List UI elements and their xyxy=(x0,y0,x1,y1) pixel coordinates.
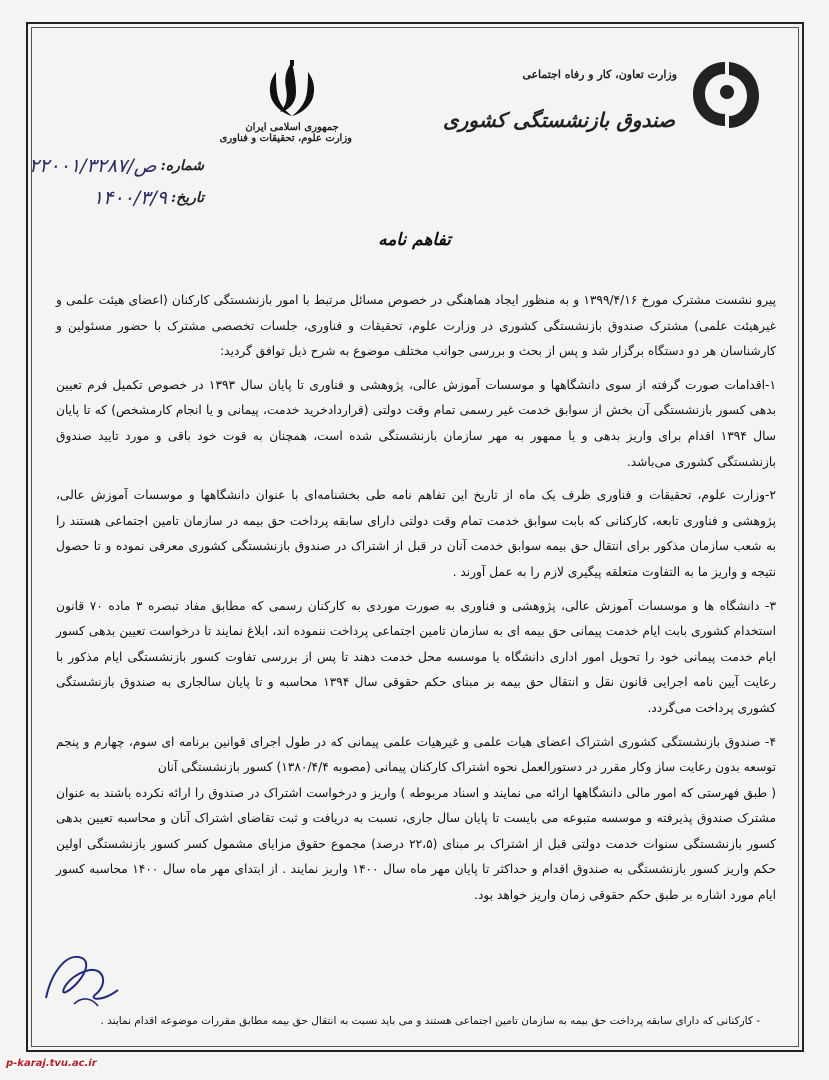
date-value: ۱۴۰۰/۳/۹ xyxy=(92,187,167,209)
clause-4-continued: ( طبق فهرستی که امور مالی دانشگاهها ارائه می نمایند و اسناد مربوطه ) واریز و درخواست اشتراک در صندوق را ارائه نکرده باشند به عنوان مشترک صندوق پذیرفته و موسسه متبوعه می بایست تا پایان سال جاری، نسبت به دریافت و ثبت تقاضای اشتراک آنان و محاسبه تعیین بدهی کسور بازنشستگی سنوات خدمت دولتی قبل از اشتراک بر مبنای (۲۲،۵ درصد) مجموع حقوق مزایای مشمول کسر کسور بازنشستگی اولین حکم واریز کسور بازنشستگی به صندوق اقدام و حداکثر تا پایان مهر ماه سال ۱۴۰۰ واریز نمایند . از ابتدای مهر ماه سال ۱۴۰۰ محاسبه کسور ایام مورد اشاره بر طبق حکم حقوقی زمان واریز خواهد بود. xyxy=(56,785,776,903)
ministry-of-science-logo xyxy=(219,58,352,168)
letter-date-row xyxy=(34,182,204,214)
clause-1: ۱-اقدامات صورت گرفته از سوی دانشگاهها و موسسات آموزش عالی، پژوهشی و فناوری تا پایان سال ۱۳۹۳ در خصوص تکمیل فرم تعیین بدهی کسور بازنشستگی آن بخش از سوابق خدمت غیر رسمی تمام وقت دولتی (قراردادخرید خدمت، پیمانی و یا انجام کارمشخص) که تا پایان سال ۱۳۹۴ اقدام برای واریز بدهی و یا ممهور به مهر سازمان بازنشستگی شده است، همچنان به قوت خود باقی و مورد تایید صندوق بازنشستگی کشوری می‌باشد. xyxy=(56,377,776,469)
signature-icon xyxy=(38,940,128,1015)
iran-emblem-icon xyxy=(262,58,322,120)
number-value: ۲۲۰۰۱/۳۲۸۷/ص xyxy=(29,155,157,177)
date-label: تاریخ: xyxy=(170,190,204,206)
letter-meta xyxy=(29,150,204,214)
clause-3: ۳- دانشگاه ها و موسسات آموزش عالی، پژوهشی و فناوری به صورت موردی به کارکنان رسمی که مطابق مفاد تبصره ۳ ماده ۷۰ قانون استخدام کشوری بابت ایام خدمت پیمانی حق بیمه ای به سازمان تامین اجتماعی پرداخت ننموده اند، ابلاغ نمایند تا درخواست تعیین بدهی کسور ایام خدمت پیمانی خود را تحویل امور اداری دانشگاه یا موسسه محل خدمت دهند تا پس از بررسی تفاوت کسور بازنشستگی ایام مذکور با رعایت آیین نامه اجرایی قانون نقل و انتقال حق بیمه بر مبنای حکم حقوقی سال ۱۳۹۴ محاسبه و تا پایان سالجاری به صندوق بازنشستگی کشوری پرداخت می‌گردد. xyxy=(56,598,776,715)
source-watermark: p-karaj.tvu.ac.ir xyxy=(6,1058,97,1069)
intro-paragraph: پیرو نشست مشترک مورخ ۱۳۹۹/۴/۱۶ و به منظور ایجاد هماهنگی در خصوص مسائل مرتبط با امور بازنشستگی کارکنان (اعضای هیئت علمی و غیرهیئت علمی) مشترک صندوق بازنشستگی کشوری در وزارت علوم، تحقیقات و فناوری، جلسات تخصصی مشترک با حضور مسئولین و کارشناسان هر دو دستگاه برگزار شد و پس از بحث و بررسی جوانب مختلف موضوع به شرح ذیل توافق گردید: xyxy=(56,293,776,359)
pension-fund-emblem-icon xyxy=(685,56,765,136)
letter-number-row xyxy=(29,150,204,182)
number-label: شماره: xyxy=(160,158,204,174)
iran-republic-label: جمهوری اسلامی ایران xyxy=(245,122,339,133)
document-title: تفاهم نامه xyxy=(378,230,451,250)
clause-4: ۴- صندوق بازنشستگی کشوری اشتراک اعضای هیات علمی و غیرهیات علمی پیمانی که در طول اجرای قوانین برنامه ای سوم، چهارم و پنجم توسعه بدون رعایت ساز وکار مقرر در دستورالعمل نحوه اشتراک کارکنان پیمانی (مصوبه ۱۳۸۰/۴/۴) کسور بازنشستگی آنان xyxy=(56,734,776,775)
clause-2: ۲-وزارت علوم، تحقیقات و فناوری ظرف یک ماه از تاریخ این تفاهم نامه طی بخشنامه‌ای با عنوان دانشگاهها و موسسات آموزش عالی، پژوهشی و فناوری تابعه، کارکنانی که بابت سوابق خدمت تمام وقت دولتی دارای سابقه پرداخت حق بیمه در سازمان تامین اجتماعی هستند را به شعب سازمان مذکور برای انتقال حق بیمه سوابق خدمت آنان در قبل از اشتراک در صندوق بازنشستگی کشوری معرفی نموده و تا حصول نتیجه و واریز ما به التفاوت متعلقه پیگیری لازم را به عمل آورند . xyxy=(56,488,776,579)
pension-fund-name: صندوق بازنشستگی کشوری xyxy=(443,108,675,132)
ministry-of-labor-name: وزارت تعاون، کار و رفاه اجتماعی xyxy=(522,68,677,81)
document-body xyxy=(56,288,776,917)
pension-fund-logo xyxy=(443,50,765,170)
ministry-of-science-label: وزارت علوم، تحقیقات و فناوری xyxy=(219,133,352,144)
footnote: - کارکنانی که دارای سابقه پرداخت حق بیمه به سازمان تامین اجتماعی هستند و می باید نسبت به انتقال حق بیمه مطابق مقررات موضوعه اقدام نمایند . xyxy=(100,1015,760,1027)
